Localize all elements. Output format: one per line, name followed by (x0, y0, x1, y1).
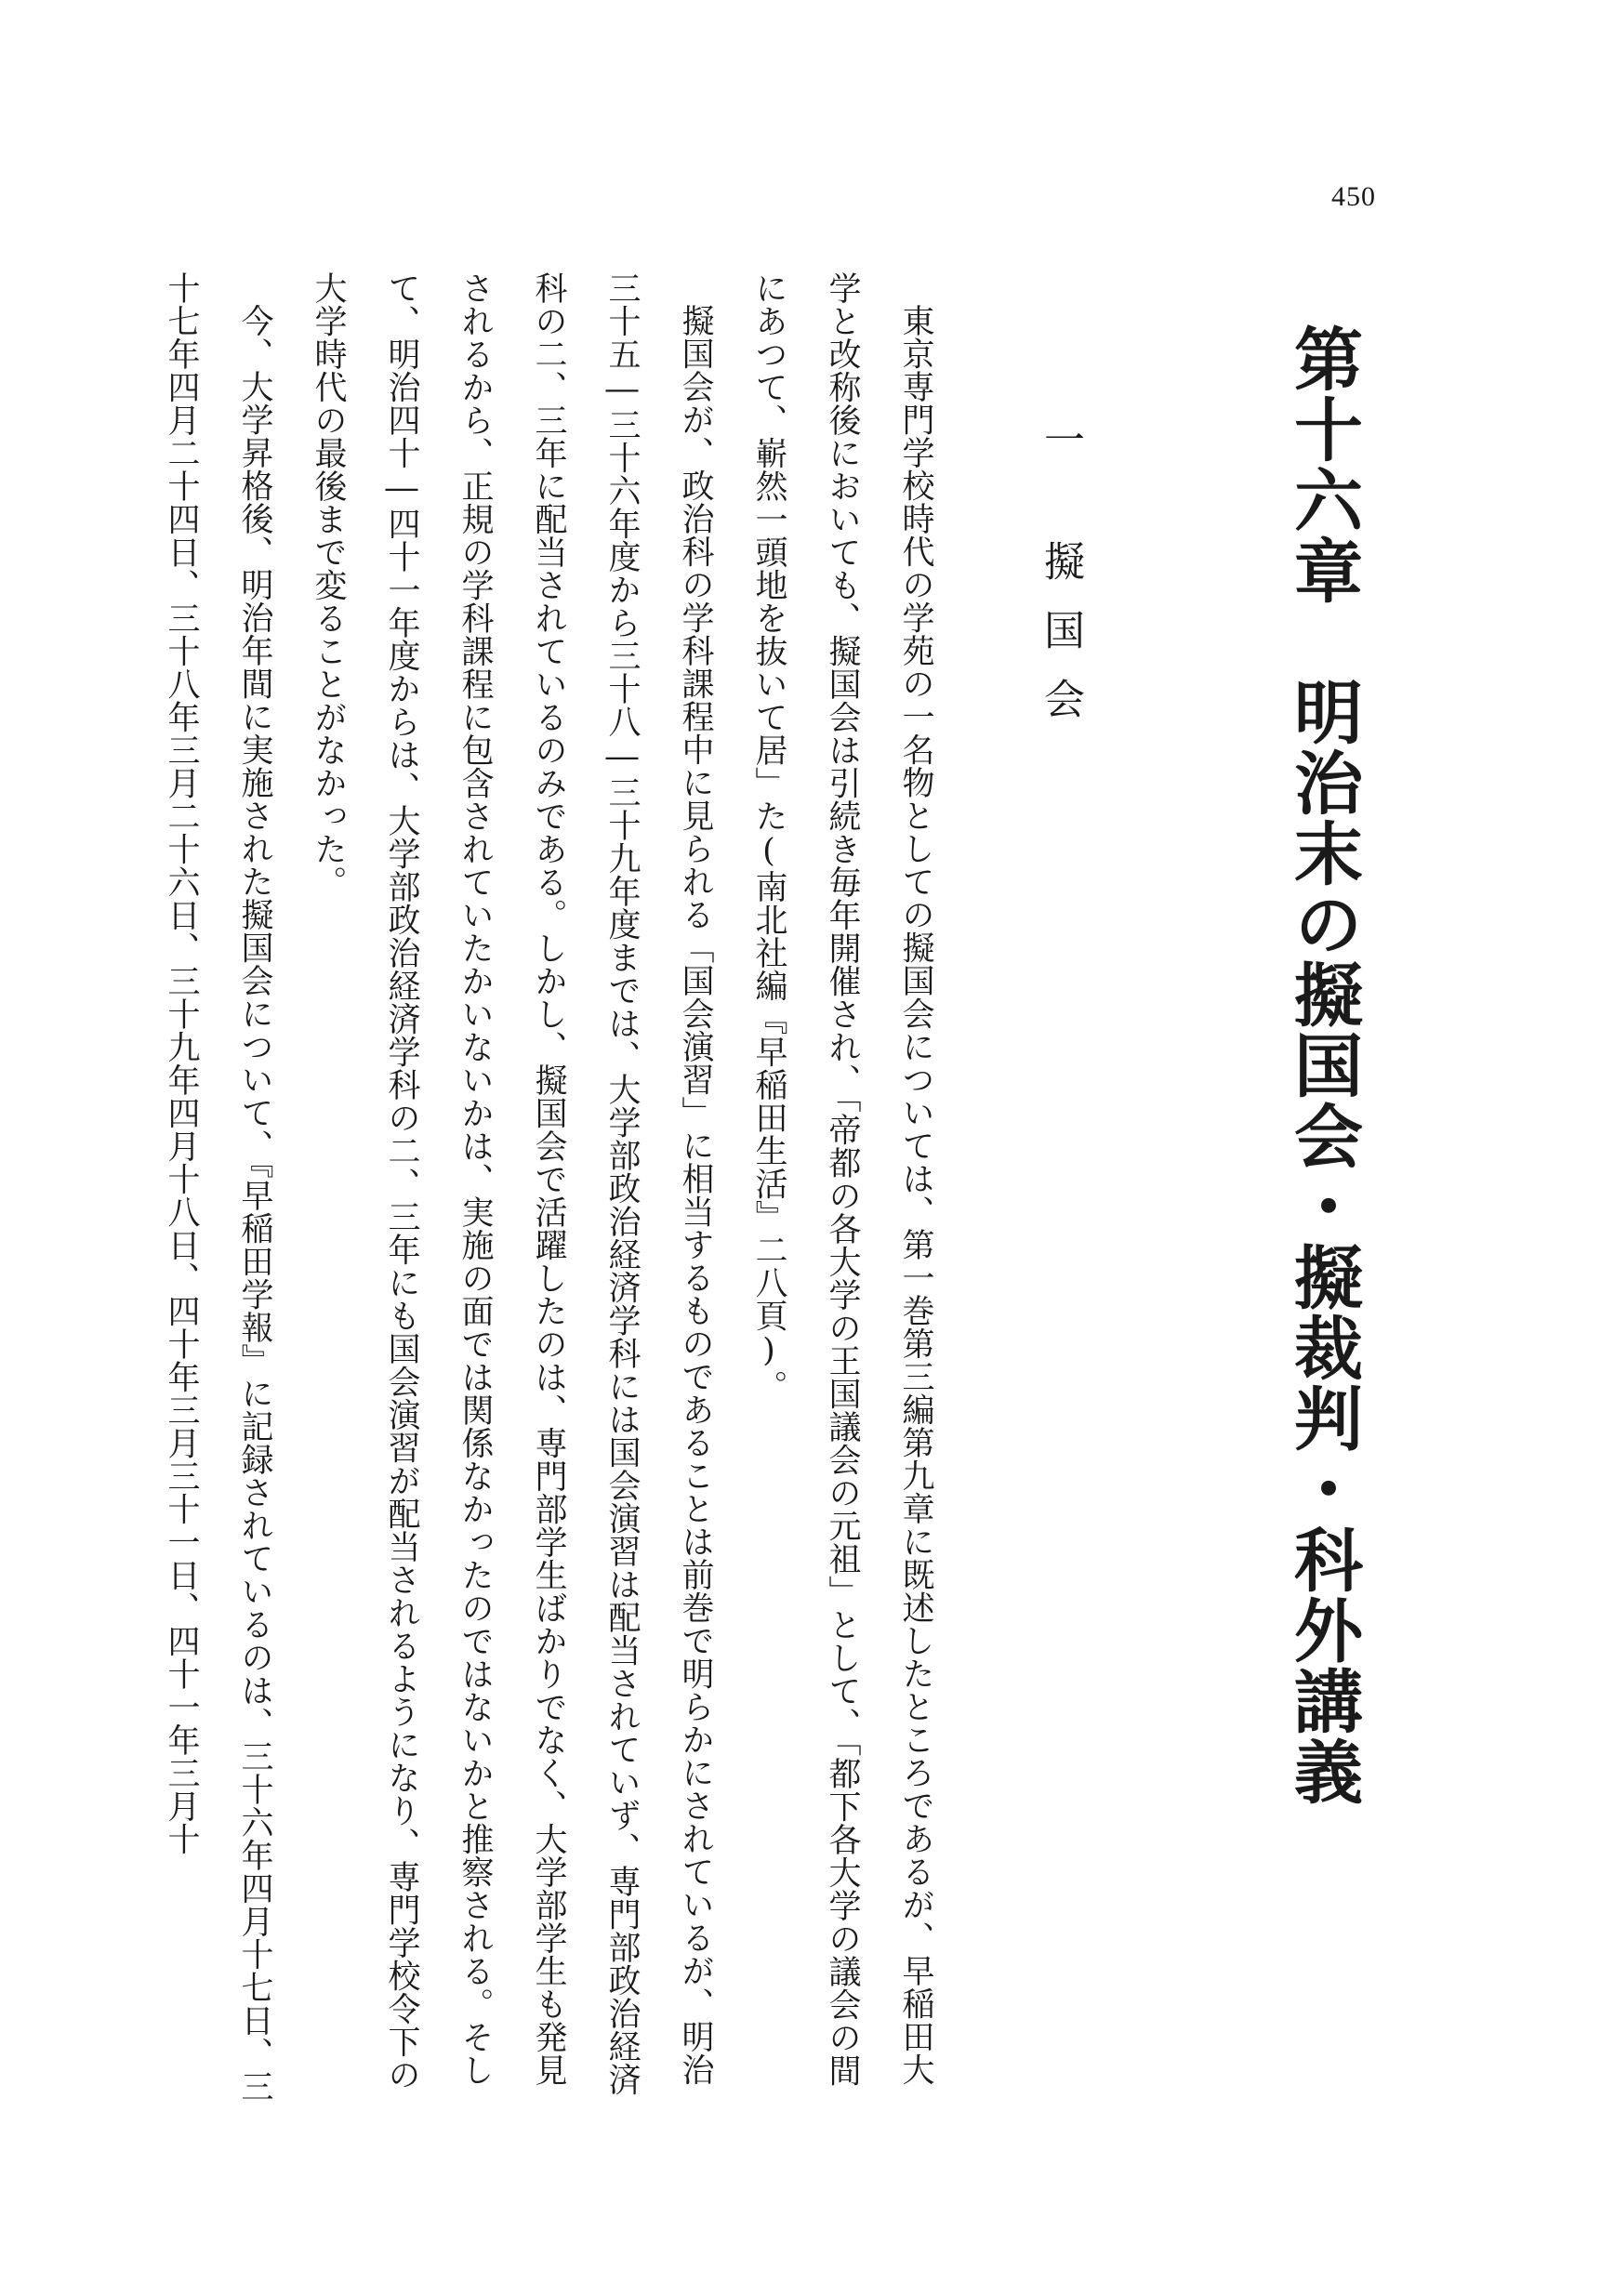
paragraph: 今、大学昇格後、明治年間に実施された擬国会について、『早稲田学報』に記録されているのは、三十六年四月十七日、三十七年四月二十四日、三十八年三月二十六日、三十九年四月十八日、四十年三月三十一日、四十一年三月十 (163, 271, 273, 2103)
body-text (144, 271, 952, 2112)
chapter-title: 第十六章 明治末の擬国会・擬裁判・科外講義 (1283, 323, 1363, 1807)
paragraph: 擬国会が、政治科の学科課程中に見られる「国会演習」に相当するものであることは前巻で明らかにされているが、明治三十五―三十六年度から三十八―三十九年度までは、大学部政治経済学科には国会演習は配当されていず、専門部政治経済科の二、三年に配当されているのみである。しかし、擬国会で活躍したのは、専門部学生ばかりでなく、大学部学生も発見されるから、正規の学科課程に包含されていたかいないかは、実施の面では関係なかったのではないかと推察される。そして、明治四十―四十一年度からは、大学部政治経済学科の二、三年にも国会演習が配当されるようになり、専門学校令下の大学時代の最後まで変ることがなかった。 (310, 271, 714, 2096)
paragraph: 東京専門学校時代の学苑の一名物としての擬国会については、第一巻第三編第九章に既述したところであるが、早稲田大学と改称後においても、擬国会は引続き毎年開催され、「帝都の各大学の王国議会の元祖」として、「都下各大学の議会の間にあつて、嶄然一頭地を抜いて居」た(南北社編『早稲田生活』二八頁)。 (750, 271, 934, 2087)
section-number: 一 (1037, 418, 1084, 459)
section-heading (1037, 418, 1084, 746)
page-number: 450 (1331, 181, 1376, 212)
section-title: 擬国会 (1037, 540, 1084, 746)
